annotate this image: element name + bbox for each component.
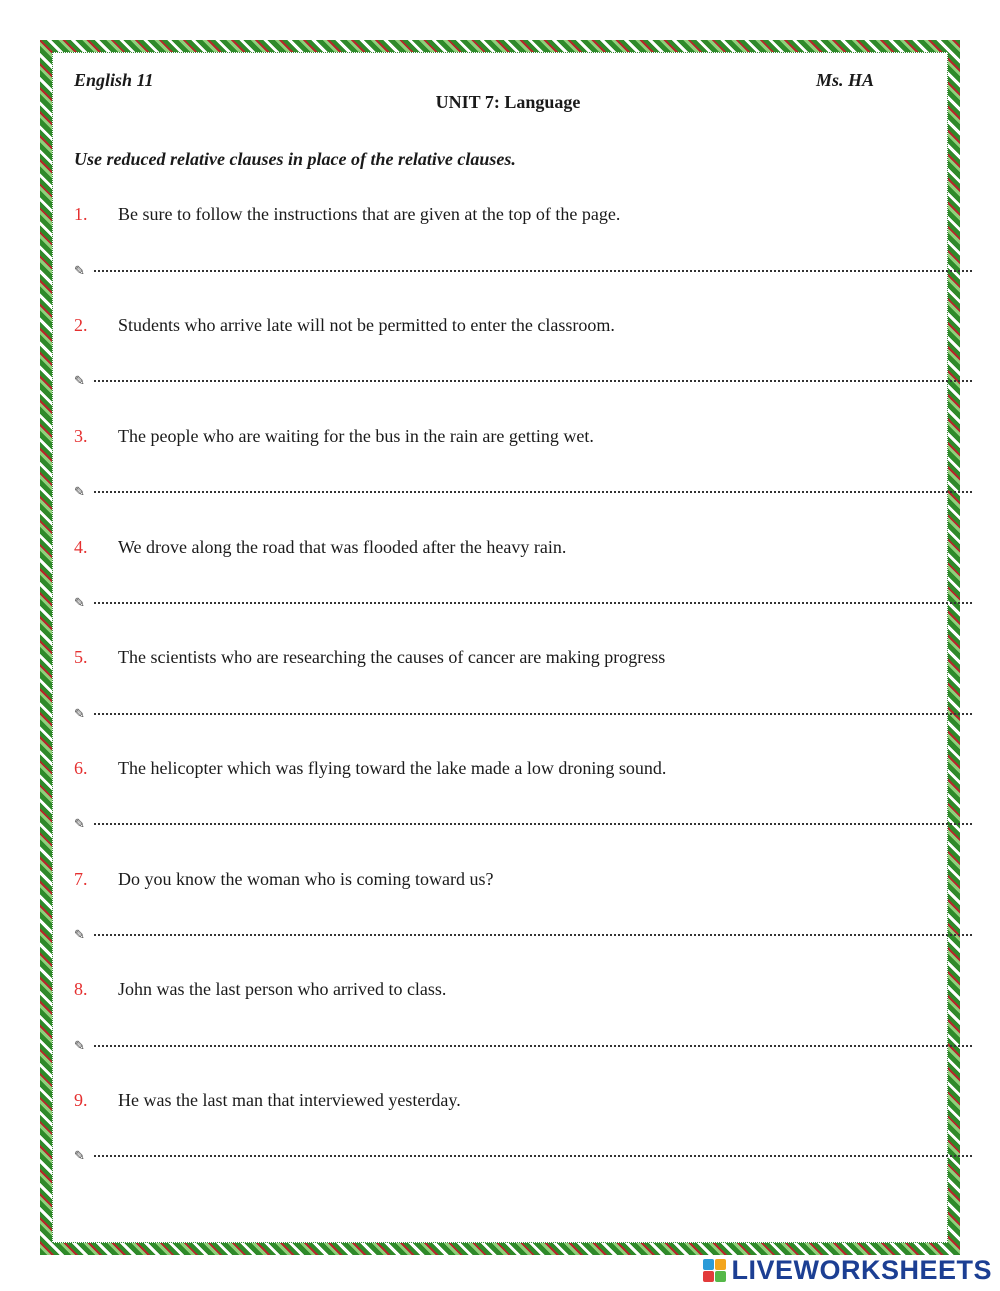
question-number: 1. xyxy=(74,204,88,224)
answer-line[interactable] xyxy=(74,485,972,501)
teacher-label: Ms. HA xyxy=(815,70,874,90)
pencil-icon: ✎ xyxy=(74,707,85,721)
question-item xyxy=(74,537,934,561)
question-number: 5. xyxy=(74,647,88,667)
question-item xyxy=(74,315,934,339)
question-number: 6. xyxy=(74,758,88,778)
question-text: Students who arrive late will not be permitted to enter the classroom. xyxy=(118,315,615,335)
question-number: 2. xyxy=(74,315,88,335)
question-text: The scientists who are researching the causes of cancer are making progress xyxy=(118,647,666,667)
answer-line[interactable] xyxy=(74,817,972,833)
pencil-icon: ✎ xyxy=(74,817,85,831)
question-text: Do you know the woman who is coming toward us? xyxy=(118,869,494,889)
logo-text: LIVEWORKSHEETS xyxy=(731,1254,992,1285)
page-title: UNIT 7: Language xyxy=(435,92,581,112)
question-number: 9. xyxy=(74,1090,88,1110)
answer-line[interactable] xyxy=(74,928,972,944)
question-text: We drove along the road that was flooded after the heavy rain. xyxy=(118,537,567,557)
question-number: 8. xyxy=(74,979,88,999)
answer-line[interactable] xyxy=(74,1149,972,1165)
question-number: 4. xyxy=(74,537,88,557)
pencil-icon: ✎ xyxy=(74,374,85,388)
question-number: 7. xyxy=(74,869,88,889)
question-text: He was the last man that interviewed yesterday. xyxy=(118,1090,461,1110)
question-item xyxy=(74,869,934,893)
instructions: Use reduced relative clauses in place of the relative clauses. xyxy=(74,149,516,169)
pencil-icon: ✎ xyxy=(74,485,85,499)
answer-line[interactable] xyxy=(74,374,972,390)
answer-line[interactable] xyxy=(74,707,972,723)
liveworksheets-logo[interactable] xyxy=(703,1255,992,1285)
pencil-icon: ✎ xyxy=(74,928,85,942)
question-item xyxy=(74,204,934,228)
answer-line[interactable] xyxy=(74,596,972,612)
pencil-icon: ✎ xyxy=(74,264,85,278)
question-item xyxy=(74,979,934,1003)
pencil-icon: ✎ xyxy=(74,1039,85,1053)
question-text: The helicopter which was flying toward the lake made a low droning sound. xyxy=(118,758,667,778)
question-item xyxy=(74,758,934,782)
question-number: 3. xyxy=(74,426,88,446)
subject-label: English 11 xyxy=(74,70,154,90)
question-text: Be sure to follow the instructions that are given at the top of the page. xyxy=(118,204,621,224)
question-item xyxy=(74,426,934,450)
answer-line[interactable] xyxy=(74,1039,972,1055)
pencil-icon: ✎ xyxy=(74,596,85,610)
logo-mark-icon xyxy=(703,1259,726,1282)
pencil-icon: ✎ xyxy=(74,1149,85,1163)
question-item xyxy=(74,1090,934,1114)
question-text: John was the last person who arrived to class. xyxy=(118,979,447,999)
answer-line[interactable] xyxy=(74,264,972,280)
question-text: The people who are waiting for the bus in the rain are getting wet. xyxy=(118,426,594,446)
question-item xyxy=(74,647,934,671)
